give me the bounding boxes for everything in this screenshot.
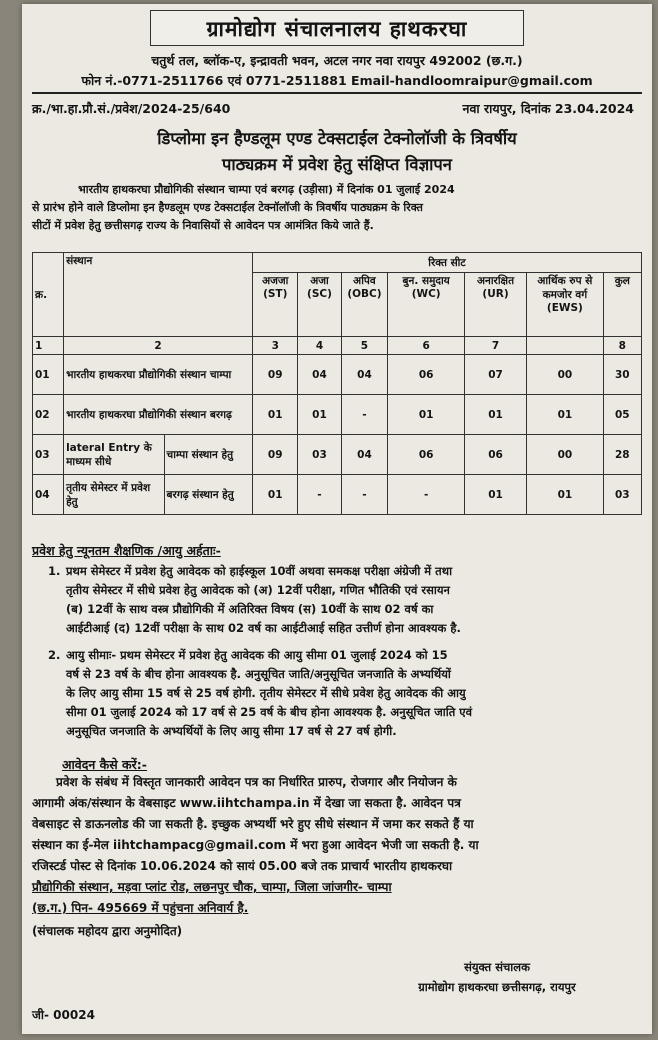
seat-total: 30 [603,355,641,395]
how-to-apply-heading: आवेदन कैसे करें:- [62,757,147,772]
seat-value: 01 [253,395,298,435]
row-institute-sub: चाम्पा संस्थान हेतु [164,435,252,475]
seat-value: - [298,475,341,515]
approval-note: (संचालक महोदय द्वारा अनुमोदित) [32,924,183,938]
intro-line3: सीटों में प्रवेश हेतु छत्तीसगढ़ राज्य के निवासियों से आवेदन पत्र आमंत्रित किये जाते हैं. [32,219,374,232]
notice-heading-line2: पाठ्यक्रम में प्रवेश हेतु संक्षिप्त विज्ञापन [222,155,452,174]
item-line: वर्ष से 23 वर्ष के बीच होना आवश्यक है. अनुसूचित जाति/अनुसूचित जनजाति के अभ्यर्थियों [66,667,451,681]
seat-value: 01 [527,395,604,435]
reference-date: नवा रायपुर, दिनांक 23.04.2024 [462,101,634,116]
seat-value: 06 [388,435,465,475]
office-title: ग्रामोद्योग संचालनालय हाथकरघा [206,17,468,41]
intro-line2: से प्रारंभ होने वाले डिप्लोमा इन हैण्डलूम एण्ड टेक्सटाईल टेक्नॉलॉजी के त्रिवर्षीय पाठ्यक्रम के रिक्त [32,201,423,214]
notice-page [22,4,652,1034]
reference-line [32,100,642,117]
header-category: अजा (SC) [298,273,341,337]
notice-heading-line1: डिप्लोमा इन हैण्डलूम एण्ड टेक्सटाईल टेक्नोलॉजी के त्रिवर्षीय [157,129,517,148]
row-sno: 04 [33,475,64,515]
column-number: 8 [603,337,641,355]
seat-value: 09 [253,355,298,395]
seat-value: 06 [388,355,465,395]
apply-line: प्रौद्योगिकी संस्थान, मड़वा प्लांट रोड, लछनपुर चौक, चाम्पा, जिला जांजगीर- चाम्पा [32,880,392,894]
apply-line: आगामी अंक/संस्थान के वेबसाइट www.iihtchampa.in में देखा जा सकता है. आवेदन पत्र [32,796,461,810]
eligibility-item-1 [32,562,642,642]
column-number: 3 [253,337,298,355]
seat-value: 03 [298,435,341,475]
apply-line: (छ.ग.) पिन- 495669 में पहुंचना अनिवार्य है. [32,901,249,915]
column-number [527,337,604,355]
seat-value: 01 [388,395,465,435]
item-line: सीमा 01 जुलाई 2024 को 17 वर्ष से 25 वर्ष के बीच होना आवश्यक है. अनुसूचित जाति एवं [66,705,473,719]
office-address: चतुर्थ तल, ब्लॉक-ए, इन्द्रावती भवन, अटल नगर नवा रायपुर 492002 (छ.ग.) [151,53,523,68]
item-line: आईटीआई (द) 12वीं परीक्षा के साथ 02 वर्ष का आईटीआई सहित उत्तीर्ण होना आवश्यक है. [66,621,461,635]
item-line: अनुसूचित जनजाति के अभ्यर्थियों के लिए आयु सीमा 17 वर्ष से 27 वर्ष होगी. [66,724,397,738]
item-line: आयु सीमाः- प्रथम सेमेस्टर में प्रवेश हेतु आवेदक की आयु सीमा 01 जुलाई 2024 को 15 [66,648,448,662]
header-category: अपिव (OBC) [341,273,388,337]
apply-line: वेबसाइट से डाऊनलोड की जा सकती है. इच्छुक अभ्यर्थी भरे हुए सीधे संस्थान में जमा कर सकते हैं या [32,817,474,831]
column-number: 6 [388,337,465,355]
signatory-office: ग्रामोद्योग हाथकरघा छत्तीसगढ़, रायपुर [418,980,576,994]
column-number: 4 [298,337,341,355]
apply-line: प्रवेश के संबंध में विस्तृत जानकारी आवेदन पत्र का निर्धारित प्रारुप, रोजगार और नियोजन के [56,775,457,789]
column-number: 2 [64,337,253,355]
row-institute-sub: बरगढ़ संस्थान हेतु [164,475,252,515]
header-category: अजजा (ST) [253,273,298,337]
intro-line1: भारतीय हाथकरघा प्रौद्योगिकी संस्थान चाम्पा एवं बरगढ़ (उड़ीसा) में दिनांक 01 जुलाई 2024 [78,183,455,196]
row-institute: तृतीय सेमेस्टर में प्रवेश हेतु [64,475,164,515]
item-line: के लिए आयु सीमा 15 वर्ष से 25 वर्ष होगी. तृतीय सेमेस्टर में सीधे प्रवेश हेतु आवेदक की आयु [66,686,466,700]
seat-value: 01 [527,475,604,515]
seat-value: - [341,475,388,515]
seat-value: 04 [298,355,341,395]
seat-total: 03 [603,475,641,515]
seat-value: 01 [464,475,526,515]
header-category: बुन. समुदाय (WC) [388,273,465,337]
table-row [33,435,642,475]
header-divider [32,92,642,94]
table-row [33,355,642,395]
header-sno: क्र. [33,253,64,337]
header-category: अनारक्षित (UR) [464,273,526,337]
row-institute: lateral Entry के माध्यम सीधे [64,435,164,475]
seat-value: - [341,395,388,435]
header-institute: संस्थान [64,253,253,337]
footer-code: जी- 00024 [32,1008,95,1022]
seat-value: 06 [464,435,526,475]
item-number: 2. [48,648,61,662]
seat-value: 01 [298,395,341,435]
seat-value: 00 [527,435,604,475]
row-institute: भारतीय हाथकरघा प्रौद्योगिकी संस्थान बरगढ़ [64,395,253,435]
seat-value: - [388,475,465,515]
eligibility-heading: प्रवेश हेतु न्यूनतम शैक्षणिक /आयु अर्हताः- [32,543,221,558]
seat-table [32,252,642,515]
header-category: कुल [603,273,641,337]
reference-number: क्र./भा.हा.प्रौ.सं./प्रवेश/2024-25/640 [32,101,231,116]
seat-value: 00 [527,355,604,395]
row-sno: 03 [33,435,64,475]
seat-total: 05 [603,395,641,435]
office-phone-email: फोन नं.-0771-2511766 एवं 0771-2511881 Email-handloomraipur@gmail.com [81,73,593,88]
title-box [150,10,524,46]
seat-value: 01 [464,395,526,435]
column-number: 7 [464,337,526,355]
column-number: 1 [33,337,64,355]
row-institute: भारतीय हाथकरघा प्रौद्योगिकी संस्थान चाम्पा [64,355,253,395]
seat-value: 01 [253,475,298,515]
table-row [33,395,642,435]
item-line: (ब) 12वीं के साथ वस्त्र प्रौद्योगिकी में अतिरिक्त विषय (स) 10वीं के साथ 02 वर्ष का [66,602,434,616]
row-sno: 01 [33,355,64,395]
table-row [33,475,642,515]
item-line: प्रथम सेमेस्टर में प्रवेश हेतु आवेदक को हाईस्कूल 10वीं अथवा समकक्ष परीक्षा अंग्रेजी में तथा [66,564,453,578]
header-category: आर्थिक रुप से कमजोर वर्ग (EWS) [527,273,604,337]
item-number: 1. [48,564,61,578]
seat-value: 04 [341,435,388,475]
header-vacant-seats: रिक्त सीट [253,253,642,273]
item-line: तृतीय सेमेस्टर में सीधे प्रवेश हेतु आवेदक को (अ) 12वीं परीक्षा, गणित भौतिकी एवं रसायन [66,583,450,597]
seat-value: 04 [341,355,388,395]
signatory-designation: संयुक्त संचालक [464,960,530,974]
apply-line: रजिस्टर्ड पोस्ट से दिनांक 10.06.2024 को सायं 05.00 बजे तक प्राचार्य भारतीय हाथकरघा [32,859,453,873]
seat-total: 28 [603,435,641,475]
column-number: 5 [341,337,388,355]
apply-line: संस्थान का ई-मेल iihtchampacg@gmail.com में भरा हुआ आवेदन भेजी जा सकती है. या [32,838,479,852]
seat-value: 07 [464,355,526,395]
seat-value: 09 [253,435,298,475]
row-sno: 02 [33,395,64,435]
eligibility-item-2 [32,646,642,746]
